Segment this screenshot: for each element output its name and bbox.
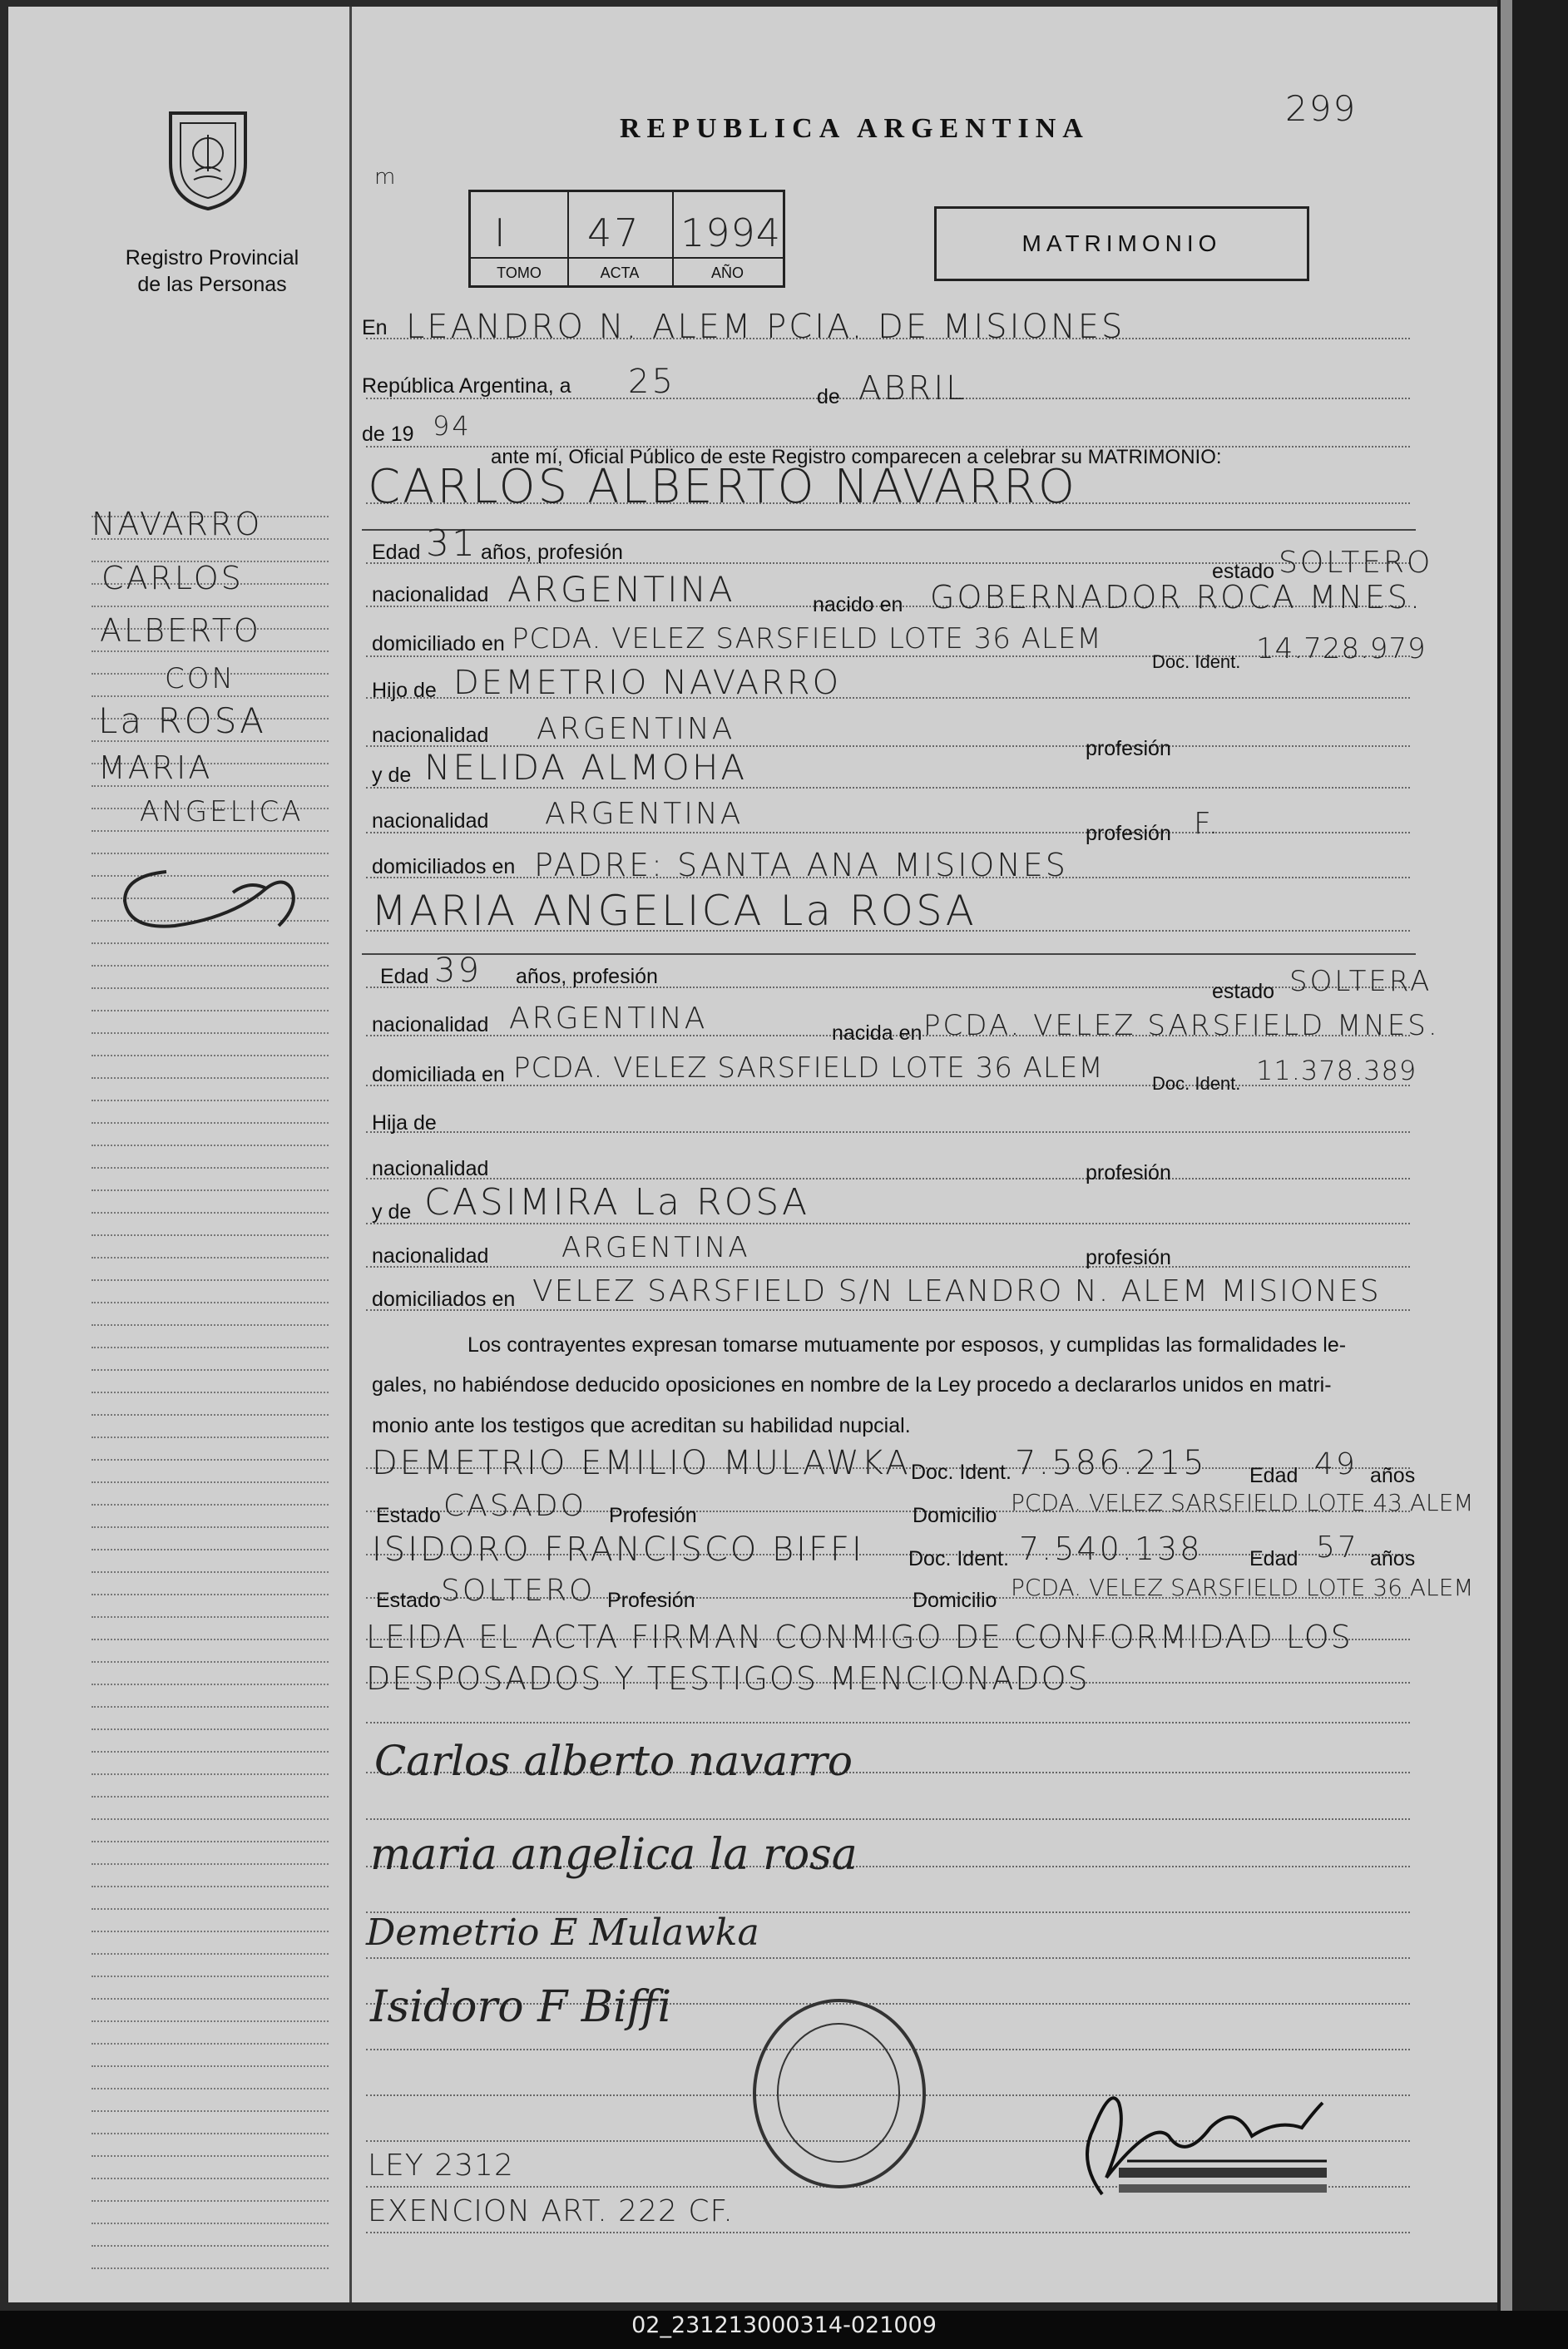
groom-doc-label: Doc. Ident. [1152,651,1241,672]
witness2-age: 57 [1316,1531,1359,1565]
witness2-doc-label: Doc. Ident. [908,1547,1009,1570]
page-number: 299 [1285,88,1358,129]
marriage-year: 94 [433,410,472,442]
act-type-box [934,206,1309,281]
margin-ruling-line [92,650,329,652]
witness1-estado: CASADO [443,1489,586,1523]
margin-ruling-line [92,695,329,697]
de-label: de [817,385,840,408]
margin-ruling-line [92,606,329,607]
bride-edad-label: Edad [380,965,429,988]
groom-parents-dom-label: domiciliados en [372,855,516,878]
margin-ruling-line [92,1414,329,1416]
margin-ruling-line [92,1145,329,1146]
witness2-estado: SOLTERO [441,1574,596,1608]
en-label: En [362,316,388,339]
margin-ruling-line [92,1549,329,1550]
margin-ruling-line [92,1010,329,1011]
registrar-signature-stamp [1027,2070,1343,2211]
margin-ruling-line [92,2065,329,2067]
entry-ruling-line [366,1818,1410,1820]
witness2-domicilio: PCDA. VELEZ SARSFIELD LOTE 36 ALEM [1011,1574,1474,1601]
groom-father: DEMETRIO NAVARRO [453,664,842,702]
margin-ruling-line [92,1818,329,1820]
bride-nacionalidad-label: nacionalidad [372,1013,489,1036]
groom-nacionalidad-label: nacionalidad [372,583,489,606]
margin-ruling-line [92,1279,329,1281]
tomo-label: TOMO [497,265,542,281]
margin-ruling-line [92,1684,329,1685]
entry-ruling-line [366,1957,1410,1959]
margin-ruling-line [92,1302,329,1303]
witness2-anos-label: años [1370,1547,1416,1570]
official-round-stamp [753,1999,926,2188]
margin-ruling-line [92,1504,329,1506]
witness2-estado-label: Estado [376,1589,441,1612]
witness1-doc-label: Doc. Ident. [911,1461,1012,1484]
margin-ruling-line [92,1234,329,1236]
bride-doc-label: Doc. Ident. [1152,1073,1241,1094]
bride-estado: SOLTERA [1289,965,1432,998]
declaration-line2: gales, no habiéndose deducido oposiciones en nombre de la Ley procedo a declararlos unidos en matri- [372,1373,1332,1397]
witness2-doc: 7.540.138 [1019,1531,1203,1567]
margin-ruling-line [92,942,329,944]
bride-parents-dom: VELEZ SARSFIELD S/N LEANDRO N. ALEM MISIONES [532,1274,1381,1308]
groom-anos-profesion-label: años, profesión [481,541,623,564]
margin-ruling-line [92,2133,329,2134]
margin-ruling-line [92,1189,329,1191]
groom-nacionalidad: ARGENTINA [507,569,735,610]
margin-ruling-line [92,1437,329,1438]
margin-ruling-line [92,2267,329,2269]
signature-witness2: Isidoro F Biffi [370,1982,672,2032]
margin-ruling-line [92,965,329,967]
margin-ruling-line [92,1639,329,1640]
entry-ruling-line [366,2232,1410,2233]
office-name-line2: de las Personas [137,273,287,296]
bride-mother-prof-label: profesión [1086,1246,1171,1269]
margin-bride-name2: ANGELICA [140,795,304,828]
groom-estado-label: estado [1212,560,1275,583]
entry-ruling-line [366,1085,1410,1086]
de19-label: de 19 [362,423,414,446]
margin-ruling-line [92,1863,329,1865]
margin-ruling-line [92,1392,329,1393]
margin-ruling-line [92,1122,329,1124]
office-name-line1: Registro Provincial [125,246,299,270]
margin-ruling-line [92,1751,329,1753]
country-title: REPUBLICA ARGENTINA [620,113,1090,144]
groom-mother-nac-label: nacionalidad [372,809,489,833]
bride-yde-label: y de [372,1200,412,1224]
bride-full-name: MARIA ANGELICA La ROSA [371,887,977,935]
witness1-anos-label: años [1370,1464,1416,1487]
signature-groom: Carlos alberto navarro [374,1737,853,1785]
acta-value: 47 [587,210,641,255]
margin-ruling-line [92,1728,329,1730]
bride-anos-profesion-label: años, profesión [516,965,658,988]
margin-ruling-line [92,1055,329,1056]
bride-domiciliada-label: domiciliada en [372,1063,505,1086]
margin-ruling-line [92,1976,329,1977]
margin-ruling-line [92,2178,329,2179]
margin-ruling-line [92,1841,329,1842]
margin-groom-name2: ALBERTO [100,612,261,649]
closing-line1: LEIDA EL ACTA FIRMAN CONMIGO DE CONFORMIDAD LOS [366,1619,1353,1655]
margin-ruling-line [92,1526,329,1528]
acta-label: ACTA [600,265,640,281]
footnote-exencion: EXENCION ART. 222 CF. [368,2194,734,2228]
entry-ruling-line [366,655,1410,657]
margin-ruling-line [92,1998,329,2000]
margin-divider [349,7,352,2302]
bride-birthplace: PCDA. VELEZ SARSFIELD MNES. [923,1009,1440,1042]
witness2-domicilio-label: Domicilio [913,1589,997,1612]
signature-witness1: Demetrio E Mulawka [366,1911,759,1954]
bride-hija-label: Hija de [372,1111,437,1135]
margin-bride-surname: La ROSA [98,700,266,741]
margin-bride-name1: MARIA [98,749,213,786]
bride-mother-nac: ARGENTINA [561,1231,750,1264]
margin-ruling-line [92,1908,329,1910]
marriage-place: LEANDRO N. ALEM PCIA. DE MISIONES [406,308,1125,346]
margin-ruling-line [92,2223,329,2224]
witness1-estado-label: Estado [376,1504,441,1527]
margin-ruling-line [92,1212,329,1214]
ano-value: 1994 [680,210,782,255]
margin-ruling-line [92,1773,329,1775]
entry-ruling-line [366,832,1410,833]
witness1-domicilio-label: Domicilio [913,1504,997,1527]
witness1-domicilio: PCDA. VELEZ SARSFIELD LOTE 43 ALEM [1011,1489,1474,1516]
bride-mother-nac-label: nacionalidad [372,1244,489,1268]
bride-parents-dom-label: domiciliados en [372,1288,516,1311]
witness1-age: 49 [1314,1447,1358,1481]
republica-label: República Argentina, a [362,374,571,398]
book-binding [1497,0,1568,2312]
ano-label: AÑO [710,265,744,281]
margin-ruling-line [92,2088,329,2089]
margin-ruling-line [92,830,329,832]
margin-ruling-line [92,1347,329,1348]
margin-ruling-line [92,2110,329,2112]
groom-birthplace: GOBERNADOR ROCA MNES. [930,579,1423,616]
margin-ruling-line [92,1324,329,1326]
groom-hijo-label: Hijo de [372,679,437,702]
file-id: 02_231213000314-021009 [631,2312,937,2338]
margin-ruling-line [92,2245,329,2247]
provincial-seal [162,105,254,213]
ante-text: ante mí, Oficial Público de este Registro comparecen a celebrar su MATRIMONIO: [491,446,1222,468]
bride-nacida-label: nacida en [832,1021,922,1045]
groom-yde-label: y de [372,764,412,787]
groom-full-name: CARLOS ALBERTO NAVARRO [368,460,1077,514]
margin-ruling-line [92,2155,329,2157]
margin-ruling-line [92,2043,329,2045]
margin-ruling-line [92,1931,329,1932]
groom-mother: NELIDA ALMOHA [424,747,748,788]
declaration-line3: monio ante los testigos que acreditan su habilidad nupcial. [372,1414,911,1437]
closing-line2: DESPOSADOS Y TESTIGOS MENCIONADOS [366,1660,1090,1697]
margin-groom-name1: CARLOS [101,560,244,596]
margin-ruling-line [92,1886,329,1887]
groom-mother-nac: ARGENTINA [545,797,744,831]
witness2-name: ISIDORO FRANCISCO BIFFI [372,1531,864,1569]
groom-father-nac: ARGENTINA [537,712,735,746]
entry-ruling-line [366,1266,1410,1268]
margin-ruling-line [92,1100,329,1101]
groom-nacido-label: nacido en [813,593,903,616]
entry-ruling-line [366,1722,1410,1723]
margin-ruling-line [92,2020,329,2022]
margin-ruling-line [92,1481,329,1483]
margin-ruling-line [92,2200,329,2202]
bride-father-prof-label: profesión [1086,1161,1171,1184]
marriage-month: ABRIL [858,369,967,408]
groom-father-prof-label: profesión [1086,737,1171,760]
bride-age: 39 [434,952,482,990]
margin-ruling-line [92,1369,329,1371]
margin-ruling-line [92,1032,329,1034]
groom-estado: SOLTERO [1279,546,1433,580]
groom-mother-prof: F. [1194,807,1221,841]
act-type-label: MATRIMONIO [1021,230,1222,256]
margin-ruling-line [92,1167,329,1169]
entry-ruling-line [366,1131,1410,1133]
margin-ruling-line [92,1594,329,1595]
witness1-doc: 7.586.215 [1015,1444,1207,1482]
margin-ruling-line [92,1257,329,1259]
witness1-profesion-label: Profesión [609,1504,697,1527]
margin-groom-surname: NAVARRO [92,506,263,542]
margin-connector: CON [165,662,235,695]
groom-doc: 14.728.979 [1256,632,1427,665]
witness2-edad-label: Edad [1249,1547,1298,1570]
margin-ruling-line [92,1661,329,1663]
margin-rubric-signature [108,855,324,938]
margin-ruling-line [92,1616,329,1618]
witness2-profesion-label: Profesión [607,1589,695,1612]
footnote-ley: LEY 2312 [368,2149,514,2183]
declaration-line1: Los contrayentes expresan tomarse mutuamente por esposos, y cumplidas las formalidades le- [467,1333,1347,1357]
witness1-edad-label: Edad [1249,1464,1298,1487]
groom-edad-label: Edad [372,541,421,564]
entry-ruling-line [366,1178,1410,1179]
signature-bride: maria angelica la rosa [370,1830,858,1880]
groom-domiciliado-label: domiciliado en [372,632,505,655]
register-page [8,7,1497,2302]
registry-reference-box [468,190,785,288]
groom-mother-prof-label: profesión [1086,822,1171,845]
groom-father-nac-label: nacionalidad [372,724,489,747]
margin-ruling-line [92,1077,329,1079]
groom-parents-dom: PADRE: SANTA ANA MISIONES [534,847,1068,883]
marriage-day: 25 [628,363,675,401]
margin-ruling-line [92,853,329,854]
margin-ruling-line [92,1459,329,1461]
bride-father-nac-label: nacionalidad [372,1157,489,1180]
margin-ruling-line [92,1796,329,1798]
groom-age: 31 [426,522,477,565]
margin-ruling-line [92,1571,329,1573]
bride-estado-label: estado [1212,980,1275,1003]
margin-ruling-line [92,1953,329,1955]
groom-domicilio: PCDA. VELEZ SARSFIELD LOTE 36 ALEM [512,622,1102,655]
corner-mark: m [374,165,396,190]
margin-ruling-line [92,1706,329,1708]
bride-mother: CASIMIRA La ROSA [424,1181,810,1224]
bride-doc: 11.378.389 [1256,1055,1417,1086]
tomo-value: I [494,210,508,255]
witness1-name: DEMETRIO EMILIO MULAWKA [372,1444,911,1482]
margin-ruling-line [92,987,329,989]
bride-nacionalidad: ARGENTINA [509,1001,708,1036]
entry-ruling-line [366,1309,1410,1311]
bride-domicilio: PCDA. VELEZ SARSFIELD LOTE 36 ALEM [513,1051,1104,1085]
